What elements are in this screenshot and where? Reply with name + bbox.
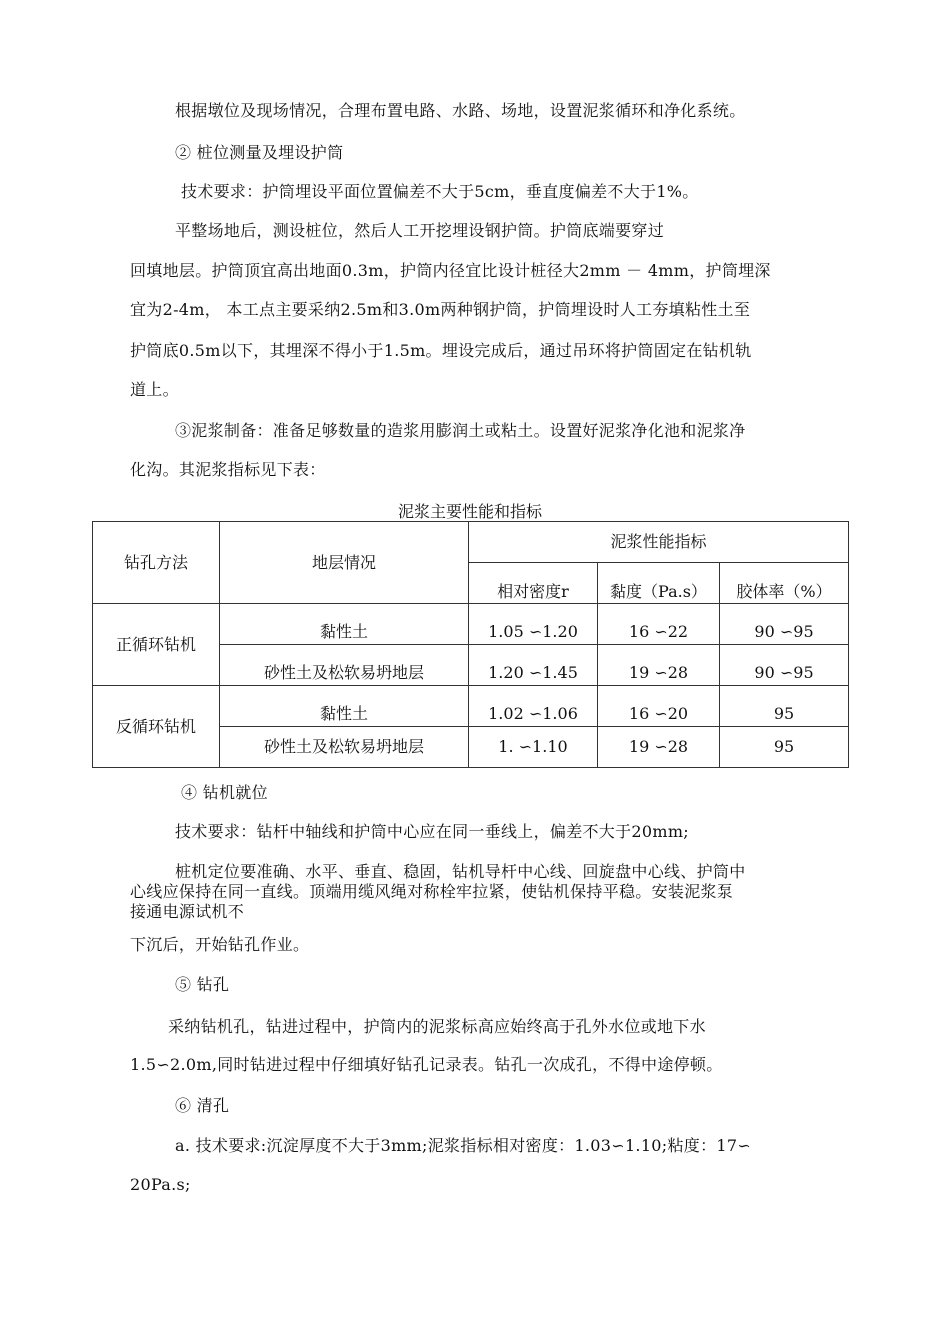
header-mud-indicators: 泥浆性能指标 bbox=[469, 522, 849, 563]
paragraph-rig-line-2: 心线应保持在同一直线。顶端用缆风绳对称栓牢拉紧，使钻机保持平稳。安装泥浆泵 bbox=[130, 882, 734, 901]
paragraph-rig-line-1: 桩机定位要准确、水平、垂直、稳固，钻机导杆中心线、回旋盘中心线、护筒中 bbox=[175, 862, 746, 881]
cell-colloid: 95 bbox=[720, 686, 849, 727]
cell-viscosity: 19 ∽28 bbox=[598, 645, 720, 686]
table-caption: 泥浆主要性能和指标 bbox=[397, 502, 542, 521]
cell-viscosity: 19 ∽28 bbox=[598, 727, 720, 768]
paragraph-cleaning-line-1: a. 技术要求:沉淀厚度不大于3mm;泥浆指标相对密度：1.03∽1.10;粘度：17∽ bbox=[175, 1136, 752, 1155]
cell-density: 1.20 ∽1.45 bbox=[469, 645, 598, 686]
cell-colloid: 95 bbox=[720, 727, 849, 768]
cell-viscosity: 16 ∽20 bbox=[598, 686, 720, 727]
paragraph-mud-prep-line-2: 化沟。其泥浆指标见下表： bbox=[130, 460, 326, 479]
header-drilling-method: 钻孔方法 bbox=[93, 522, 220, 604]
cell-method: 正循环钻机 bbox=[93, 604, 220, 686]
cell-stratum: 黏性土 bbox=[220, 686, 469, 727]
paragraph-casing-line-4: 护筒底0.5m以下，其埋深不得小于1.5m。埋设完成后，通过吊环将护筒固定在钻机轨 bbox=[130, 341, 752, 360]
header-colloid-rate: 胶体率（%） bbox=[720, 563, 849, 604]
paragraph-casing-line-2: 回填地层。护筒顶宜高出地面0.3m，护筒内径宜比设计桩径大2mm － 4mm，护筒埋深 bbox=[130, 261, 771, 280]
cell-density: 1.05 ∽1.20 bbox=[469, 604, 598, 645]
mud-indicator-table bbox=[92, 521, 849, 768]
table-row bbox=[93, 604, 849, 645]
paragraph-casing-requirement: 技术要求：护筒埋设平面位置偏差不大于5cm，垂直度偏差不大于1%。 bbox=[181, 182, 699, 201]
cell-stratum: 黏性土 bbox=[220, 604, 469, 645]
heading-rig-positioning: ④ 钻机就位 bbox=[181, 783, 268, 802]
paragraph-rig-line-3: 接通电源试机不 bbox=[130, 902, 245, 921]
heading-pile-position: ② 桩位测量及埋设护筒 bbox=[175, 143, 344, 162]
paragraph-cleaning-line-2: 20Pa.s; bbox=[130, 1175, 191, 1194]
header-viscosity: 黏度（Pa.s） bbox=[598, 563, 720, 604]
paragraph-mud-prep-line-1: ③泥浆制备：准备足够数量的造浆用膨润土或粘土。设置好泥浆净化池和泥浆净 bbox=[175, 421, 746, 440]
paragraph-rig-line-4: 下沉后，开始钻孔作业。 bbox=[130, 935, 310, 954]
cell-colloid: 90 ∽95 bbox=[720, 604, 849, 645]
paragraph-drilling-line-2: 1.5∽2.0m,同时钻进过程中仔细填好钻孔记录表。钻孔一次成孔，不得中途停顿。 bbox=[130, 1055, 723, 1074]
cell-stratum: 砂性土及松软易坍地层 bbox=[220, 645, 469, 686]
cell-method: 反循环钻机 bbox=[93, 686, 220, 768]
heading-hole-cleaning: ⑥ 清孔 bbox=[175, 1096, 230, 1115]
cell-density: 1.02 ∽1.06 bbox=[469, 686, 598, 727]
cell-density: 1. ∽1.10 bbox=[469, 727, 598, 768]
header-stratum: 地层情况 bbox=[220, 522, 469, 604]
cell-viscosity: 16 ∽22 bbox=[598, 604, 720, 645]
paragraph-casing-line-3: 宜为2-4m， 本工点主要采纳2.5m和3.0m两种钢护筒，护筒埋设时人工夯填粘性土至 bbox=[130, 300, 751, 319]
paragraph-casing-line-5: 道上。 bbox=[130, 380, 179, 399]
paragraph-casing-line-1: 平整场地后，测设桩位，然后人工开挖埋设钢护筒。护筒底端要穿过 bbox=[175, 221, 665, 240]
heading-drilling: ⑤ 钻孔 bbox=[175, 975, 230, 994]
paragraph-drilling-line-1: 采纳钻机孔，钻进过程中，护筒内的泥浆标高应始终高于孔外水位或地下水 bbox=[168, 1017, 706, 1036]
paragraph-site-layout: 根据墩位及现场情况，合理布置电路、水路、场地，设置泥浆循环和净化系统。 bbox=[175, 101, 746, 120]
header-density: 相对密度r bbox=[469, 563, 598, 604]
table-row bbox=[93, 686, 849, 727]
cell-colloid: 90 ∽95 bbox=[720, 645, 849, 686]
cell-stratum: 砂性土及松软易坍地层 bbox=[220, 727, 469, 768]
paragraph-rig-requirement: 技术要求：钻杆中轴线和护筒中心应在同一垂线上，偏差不大于20mm; bbox=[175, 822, 689, 841]
